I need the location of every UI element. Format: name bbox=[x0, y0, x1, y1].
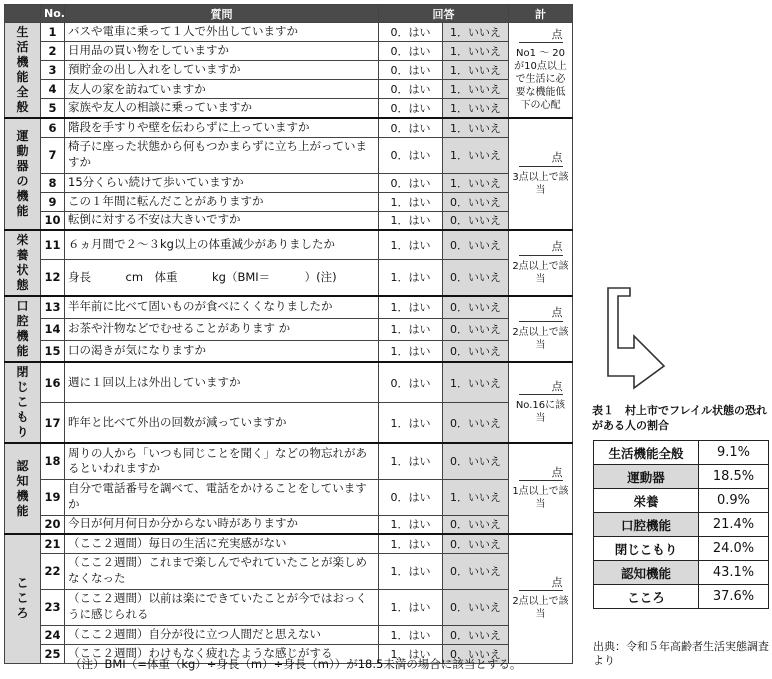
category-label: 閉じこもり bbox=[16, 365, 29, 439]
total-header: 計 bbox=[509, 5, 573, 23]
score-cell bbox=[509, 296, 573, 362]
question-text: （ここ２週間）これまで楽しんでやれていたことが楽しめなくなった bbox=[65, 553, 379, 589]
score-cell bbox=[509, 443, 573, 534]
question-number: 24 bbox=[41, 625, 65, 644]
score-cell bbox=[509, 230, 573, 296]
question-row bbox=[5, 99, 573, 118]
question-row bbox=[5, 625, 573, 644]
question-text: 昨年と比べて外出の回数が減っていますか bbox=[65, 403, 379, 444]
question-text: 日用品の買い物をしていますか bbox=[65, 42, 379, 61]
question-number: 2 bbox=[41, 42, 65, 61]
criteria-note: 1点以上で該当 bbox=[512, 486, 569, 511]
answer-option-b: 0．いいえ bbox=[443, 534, 509, 553]
question-number: 16 bbox=[41, 362, 65, 403]
question-text: 周りの人から「いつも同じことを聞く」などの物忘れがあるといわれますか bbox=[65, 443, 379, 479]
table1-title: 表１ 村上市でフレイル状態の恐れがある人の割合 bbox=[592, 404, 768, 432]
table1-label: 認知機能 bbox=[594, 561, 699, 585]
question-text: 家族や友人の相談に乗っていますか bbox=[65, 99, 379, 118]
question-number: 22 bbox=[41, 553, 65, 589]
question-text: 椅子に座った状態から何もつかまらずに立ち上がっていますか bbox=[65, 137, 379, 173]
table1-row bbox=[594, 513, 769, 537]
table1-label: 口腔機能 bbox=[594, 513, 699, 537]
checklist-header-row bbox=[5, 5, 573, 23]
answer-option-b: 1．いいえ bbox=[443, 362, 509, 403]
table1-row bbox=[594, 489, 769, 513]
question-row bbox=[5, 192, 573, 211]
answer-option-a: 1．はい bbox=[379, 259, 443, 296]
score-blank: 点 bbox=[519, 240, 563, 255]
score-blank: 点 bbox=[519, 380, 563, 395]
question-row bbox=[5, 61, 573, 80]
table1-row bbox=[594, 561, 769, 585]
score-cell bbox=[509, 362, 573, 443]
category-cell bbox=[5, 230, 41, 296]
question-text: 半年前に比べて固いものが食べにくくなりましたか bbox=[65, 296, 379, 318]
category-label: 栄養状態 bbox=[16, 233, 29, 292]
question-row bbox=[5, 318, 573, 340]
answer-option-b: 1．いいえ bbox=[443, 137, 509, 173]
score-cell bbox=[509, 23, 573, 119]
answer-option-a: 0．はい bbox=[379, 362, 443, 403]
question-number: 11 bbox=[41, 230, 65, 259]
answer-option-b: 0．いいえ bbox=[443, 318, 509, 340]
answer-option-a: 1．はい bbox=[379, 318, 443, 340]
question-text: （ここ２週間）わけもなく疲れたような感じがする bbox=[65, 644, 379, 663]
table1-value: 9.1% bbox=[699, 441, 769, 465]
question-text: 転倒に対する不安は大きいですか bbox=[65, 211, 379, 230]
no-header: No. bbox=[41, 5, 65, 23]
question-number: 8 bbox=[41, 173, 65, 192]
question-row bbox=[5, 479, 573, 515]
table1-label: 生活機能全般 bbox=[594, 441, 699, 465]
question-row bbox=[5, 173, 573, 192]
answer-option-b: 0．いいえ bbox=[443, 211, 509, 230]
question-row bbox=[5, 515, 573, 534]
category-cell bbox=[5, 443, 41, 534]
answer-option-b: 0．いいえ bbox=[443, 515, 509, 534]
table1-value: 0.9% bbox=[699, 489, 769, 513]
question-number: 23 bbox=[41, 589, 65, 625]
table1-source: 出典：令和５年高齢者生活実態調査より bbox=[593, 640, 769, 668]
category-label: 運動器の機能 bbox=[16, 129, 29, 218]
score-blank: 点 bbox=[519, 576, 563, 591]
answer-option-b: 0．いいえ bbox=[443, 443, 509, 479]
table1-row bbox=[594, 441, 769, 465]
category-label: こころ bbox=[16, 576, 29, 621]
answer-option-b: 1．いいえ bbox=[443, 61, 509, 80]
answer-option-b: 0．いいえ bbox=[443, 192, 509, 211]
answer-option-a: 0．はい bbox=[379, 99, 443, 118]
category-cell bbox=[5, 362, 41, 443]
question-row bbox=[5, 23, 573, 42]
answer-option-b: 1．いいえ bbox=[443, 118, 509, 137]
question-number: 19 bbox=[41, 479, 65, 515]
answer-option-a: 1．はい bbox=[379, 515, 443, 534]
question-number: 18 bbox=[41, 443, 65, 479]
table1-value: 21.4% bbox=[699, 513, 769, 537]
score-blank: 点 bbox=[519, 28, 563, 43]
question-number: 3 bbox=[41, 61, 65, 80]
table1-row bbox=[594, 465, 769, 489]
down-arrow-icon bbox=[606, 286, 666, 390]
table1-label: 栄養 bbox=[594, 489, 699, 513]
answer-option-b: 1．いいえ bbox=[443, 23, 509, 42]
answer-option-b: 1．いいえ bbox=[443, 99, 509, 118]
question-number: 5 bbox=[41, 99, 65, 118]
question-number: 12 bbox=[41, 259, 65, 296]
criteria-note: 3点以上で該当 bbox=[512, 171, 569, 196]
category-cell bbox=[5, 23, 41, 119]
question-number: 10 bbox=[41, 211, 65, 230]
answer-option-a: 1．はい bbox=[379, 296, 443, 318]
question-number: 1 bbox=[41, 23, 65, 42]
question-row bbox=[5, 443, 573, 479]
bmi-footnote: （注）BMI（=体重（kg）÷身長（m）÷身長（m））が18.5未満の場合に該当とする。 bbox=[70, 657, 522, 671]
score-blank: 点 bbox=[519, 151, 563, 166]
question-row bbox=[5, 589, 573, 625]
question-row bbox=[5, 137, 573, 173]
category-header bbox=[5, 5, 41, 23]
table1-label: こころ bbox=[594, 585, 699, 609]
answer-option-a: 0．はい bbox=[379, 61, 443, 80]
category-label: 認知機能 bbox=[16, 458, 29, 518]
answer-option-b: 0．いいえ bbox=[443, 296, 509, 318]
category-cell bbox=[5, 118, 41, 230]
question-row bbox=[5, 230, 573, 259]
question-text: 預貯金の出し入れをしていますか bbox=[65, 61, 379, 80]
question-number: 4 bbox=[41, 80, 65, 99]
question-text: （ここ２週間）自分が役に立つ人間だと思えない bbox=[65, 625, 379, 644]
answer-option-b: 0．いいえ bbox=[443, 230, 509, 259]
score-cell bbox=[509, 118, 573, 230]
checklist-body bbox=[5, 23, 573, 664]
question-text: （ここ２週間）以前は楽にできていたことが今ではおっくうに感じられる bbox=[65, 589, 379, 625]
answer-option-a: 1．はい bbox=[379, 230, 443, 259]
question-number: 17 bbox=[41, 403, 65, 444]
table1-value: 43.1% bbox=[699, 561, 769, 585]
question-number: 13 bbox=[41, 296, 65, 318]
answer-header: 回答 bbox=[379, 5, 509, 23]
table1-label: 閉じこもり bbox=[594, 537, 699, 561]
question-number: 20 bbox=[41, 515, 65, 534]
criteria-note: 2点以上で該当 bbox=[512, 596, 569, 621]
question-text: ６ヵ月間で２～３kg以上の体重減少がありましたか bbox=[65, 230, 379, 259]
answer-option-a: 1．はい bbox=[379, 534, 443, 553]
answer-option-a: 0．はい bbox=[379, 118, 443, 137]
question-row bbox=[5, 340, 573, 362]
answer-option-a: 1．はい bbox=[379, 192, 443, 211]
question-number: 6 bbox=[41, 118, 65, 137]
question-text: バスや電車に乗って１人で外出していますか bbox=[65, 23, 379, 42]
criteria-note: No.16に該当 bbox=[515, 400, 566, 425]
question-number: 15 bbox=[41, 340, 65, 362]
category-label: 生活機能全般 bbox=[16, 25, 29, 114]
table1-value: 37.6% bbox=[699, 585, 769, 609]
answer-option-b: 0．いいえ bbox=[443, 589, 509, 625]
checklist-table bbox=[4, 4, 573, 664]
table1-row bbox=[594, 585, 769, 609]
question-header: 質問 bbox=[65, 5, 379, 23]
answer-option-a: 0．はい bbox=[379, 80, 443, 99]
question-row bbox=[5, 80, 573, 99]
category-cell bbox=[5, 534, 41, 663]
question-number: 25 bbox=[41, 644, 65, 663]
question-text: 友人の家を訪ねていますか bbox=[65, 80, 379, 99]
question-row bbox=[5, 362, 573, 403]
answer-option-b: 0．いいえ bbox=[443, 340, 509, 362]
criteria-note: 2点以上で該当 bbox=[512, 260, 569, 285]
question-text: この１年間に転んだことがありますか bbox=[65, 192, 379, 211]
question-text: 口の渇きが気になりますか bbox=[65, 340, 379, 362]
question-row bbox=[5, 259, 573, 296]
question-text: お茶や汁物などでむせることがあります か bbox=[65, 318, 379, 340]
question-row bbox=[5, 534, 573, 553]
question-text: （ここ２週間）毎日の生活に充実感がない bbox=[65, 534, 379, 553]
answer-option-b: 0．いいえ bbox=[443, 625, 509, 644]
question-row bbox=[5, 296, 573, 318]
question-text: 階段を手すりや壁を伝わらずに上っていますか bbox=[65, 118, 379, 137]
score-cell bbox=[509, 534, 573, 663]
answer-option-a: 0．はい bbox=[379, 23, 443, 42]
answer-option-a: 0．はい bbox=[379, 479, 443, 515]
answer-option-b: 1．いいえ bbox=[443, 42, 509, 61]
question-row bbox=[5, 403, 573, 444]
question-row bbox=[5, 118, 573, 137]
answer-option-b: 0．いいえ bbox=[443, 644, 509, 663]
answer-option-b: 0．いいえ bbox=[443, 403, 509, 444]
score-blank: 点 bbox=[519, 466, 563, 481]
question-number: 7 bbox=[41, 137, 65, 173]
question-text: 15分くらい続けて歩いていますか bbox=[65, 173, 379, 192]
question-number: 21 bbox=[41, 534, 65, 553]
category-cell bbox=[5, 296, 41, 362]
question-text: 自分で電話番号を調べて、電話をかけることをしていますか bbox=[65, 479, 379, 515]
answer-option-b: 0．いいえ bbox=[443, 259, 509, 296]
table1-value: 18.5% bbox=[699, 465, 769, 489]
answer-option-a: 0．はい bbox=[379, 173, 443, 192]
answer-option-b: 1．いいえ bbox=[443, 479, 509, 515]
table1-value: 24.0% bbox=[699, 537, 769, 561]
question-row bbox=[5, 553, 573, 589]
question-number: 14 bbox=[41, 318, 65, 340]
table1-row bbox=[594, 537, 769, 561]
answer-option-a: 1．はい bbox=[379, 403, 443, 444]
frailty-rate-table bbox=[593, 440, 769, 609]
answer-option-a: 1．はい bbox=[379, 625, 443, 644]
answer-option-a: 1．はい bbox=[379, 211, 443, 230]
answer-option-b: 1．いいえ bbox=[443, 173, 509, 192]
question-number: 9 bbox=[41, 192, 65, 211]
answer-option-a: 1．はい bbox=[379, 340, 443, 362]
answer-option-a: 0．はい bbox=[379, 137, 443, 173]
score-blank: 点 bbox=[519, 306, 563, 321]
criteria-note: No1 ～ 20が10点以上で生活に必要な機能低下の心配 bbox=[514, 48, 567, 112]
question-row bbox=[5, 42, 573, 61]
answer-option-a: 1．はい bbox=[379, 553, 443, 589]
answer-option-a: 1．はい bbox=[379, 589, 443, 625]
question-text: 身長 cm 体重 kg（BMI＝ ）(注) bbox=[65, 259, 379, 296]
criteria-note: 2点以上で該当 bbox=[512, 326, 569, 351]
category-label: 口腔機能 bbox=[16, 299, 29, 358]
question-row bbox=[5, 211, 573, 230]
answer-option-a: 1．はい bbox=[379, 443, 443, 479]
question-text: 今日が何月何日か分からない時がありますか bbox=[65, 515, 379, 534]
answer-option-b: 1．いいえ bbox=[443, 80, 509, 99]
table1-label: 運動器 bbox=[594, 465, 699, 489]
answer-option-b: 0．いいえ bbox=[443, 553, 509, 589]
answer-option-a: 0．はい bbox=[379, 42, 443, 61]
answer-option-a: 1．はい bbox=[379, 644, 443, 663]
question-text: 週に１回以上は外出していますか bbox=[65, 362, 379, 403]
